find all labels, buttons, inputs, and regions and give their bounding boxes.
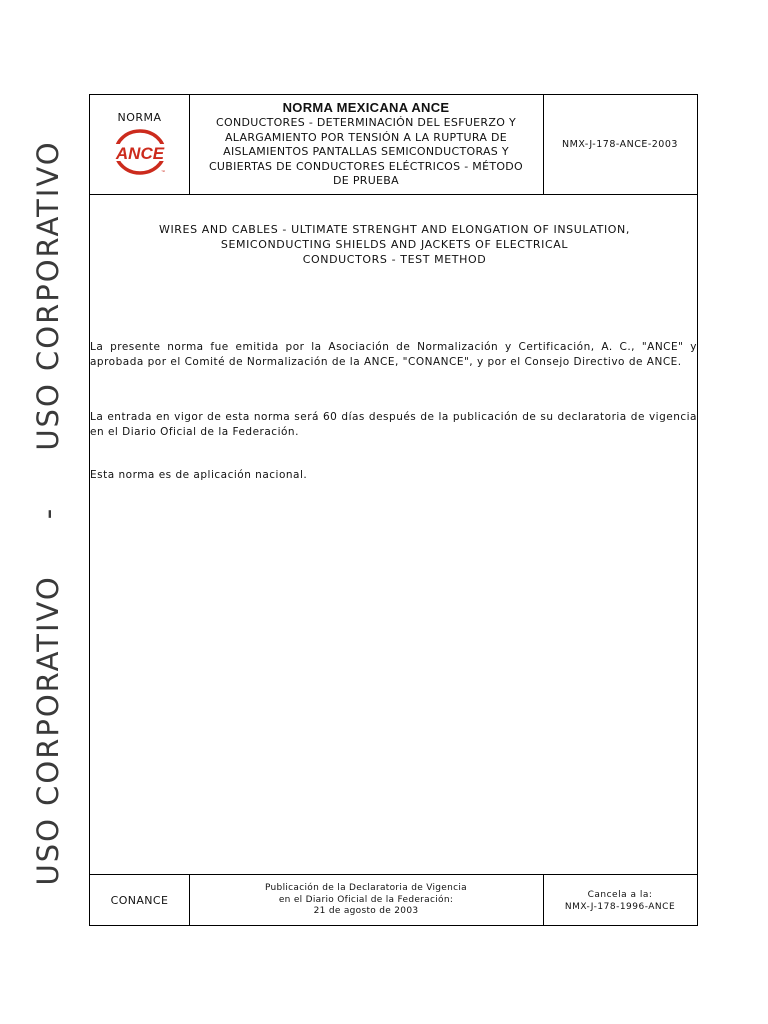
norma-label: NORMA bbox=[117, 111, 162, 124]
subtitle-line: CONDUCTORES - DETERMINACIÓN DEL ESFUERZO Y bbox=[216, 116, 516, 129]
document-subtitle bbox=[189, 116, 543, 189]
footer-publication bbox=[189, 875, 543, 926]
header-divider bbox=[90, 194, 697, 195]
svg-text:™: ™ bbox=[160, 169, 165, 174]
publication-line: 21 de agosto de 2003 bbox=[313, 906, 419, 917]
english-title-line: CONDUCTORS - TEST METHOD bbox=[302, 253, 487, 266]
logo-text: ANCE bbox=[115, 144, 164, 163]
ance-logo bbox=[109, 127, 171, 177]
subtitle-line: AISLAMIENTOS PANTALLAS SEMICONDUCTORAS Y bbox=[223, 145, 509, 158]
subtitle-line: DE PRUEBA bbox=[333, 174, 399, 187]
title-cell bbox=[189, 95, 543, 194]
paragraph-effective-date: La entrada en vigor de esta norma será 60 días después de la publicación de su declaratoria de vigencia en el Diario Oficial de la Federación. bbox=[90, 411, 697, 438]
watermark-uso-corporativo: USO CORPORATIVO - USO CORPORATIVO bbox=[31, 140, 65, 886]
document-title: NORMA MEXICANA ANCE bbox=[282, 100, 450, 115]
subtitle-line: CUBIERTAS DE CONDUCTORES ELÉCTRICOS - MÉTODO bbox=[208, 159, 524, 173]
footer-committee: CONANCE bbox=[110, 894, 169, 907]
standard-code: NMX-J-178-ANCE-2003 bbox=[562, 139, 678, 150]
english-title-line: SEMICONDUCTING SHIELDS AND JACKETS OF ELECTRICAL bbox=[220, 238, 569, 251]
publication-line: en el Diario Oficial de la Federación: bbox=[278, 894, 454, 905]
paragraph-issuance: La presente norma fue emitida por la Asociación de Normalización y Certificación, A. C., "ANCE" y aprobada por el Comité de Normalización de la ANCE, "CONANCE", y por el Consejo Directivo de ANCE. bbox=[90, 341, 697, 368]
cancels-line: Cancela a la: bbox=[587, 889, 653, 900]
footer-cancels bbox=[543, 875, 697, 926]
publication-line: Publicación de la Declaratoria de Vigencia bbox=[264, 883, 467, 894]
logo-cell bbox=[90, 95, 189, 194]
subtitle-line: ALARGAMIENTO POR TENSIÓN A LA RUPTURA DE bbox=[224, 130, 507, 144]
english-title bbox=[120, 222, 669, 267]
paragraph-scope: Esta norma es de aplicación nacional. bbox=[90, 469, 308, 481]
cancels-line: NMX-J-178-1996-ANCE bbox=[564, 901, 676, 912]
english-title-line: WIRES AND CABLES - ULTIMATE STRENGHT AND ELONGATION OF INSULATION, bbox=[158, 223, 630, 236]
document-frame bbox=[89, 94, 698, 926]
